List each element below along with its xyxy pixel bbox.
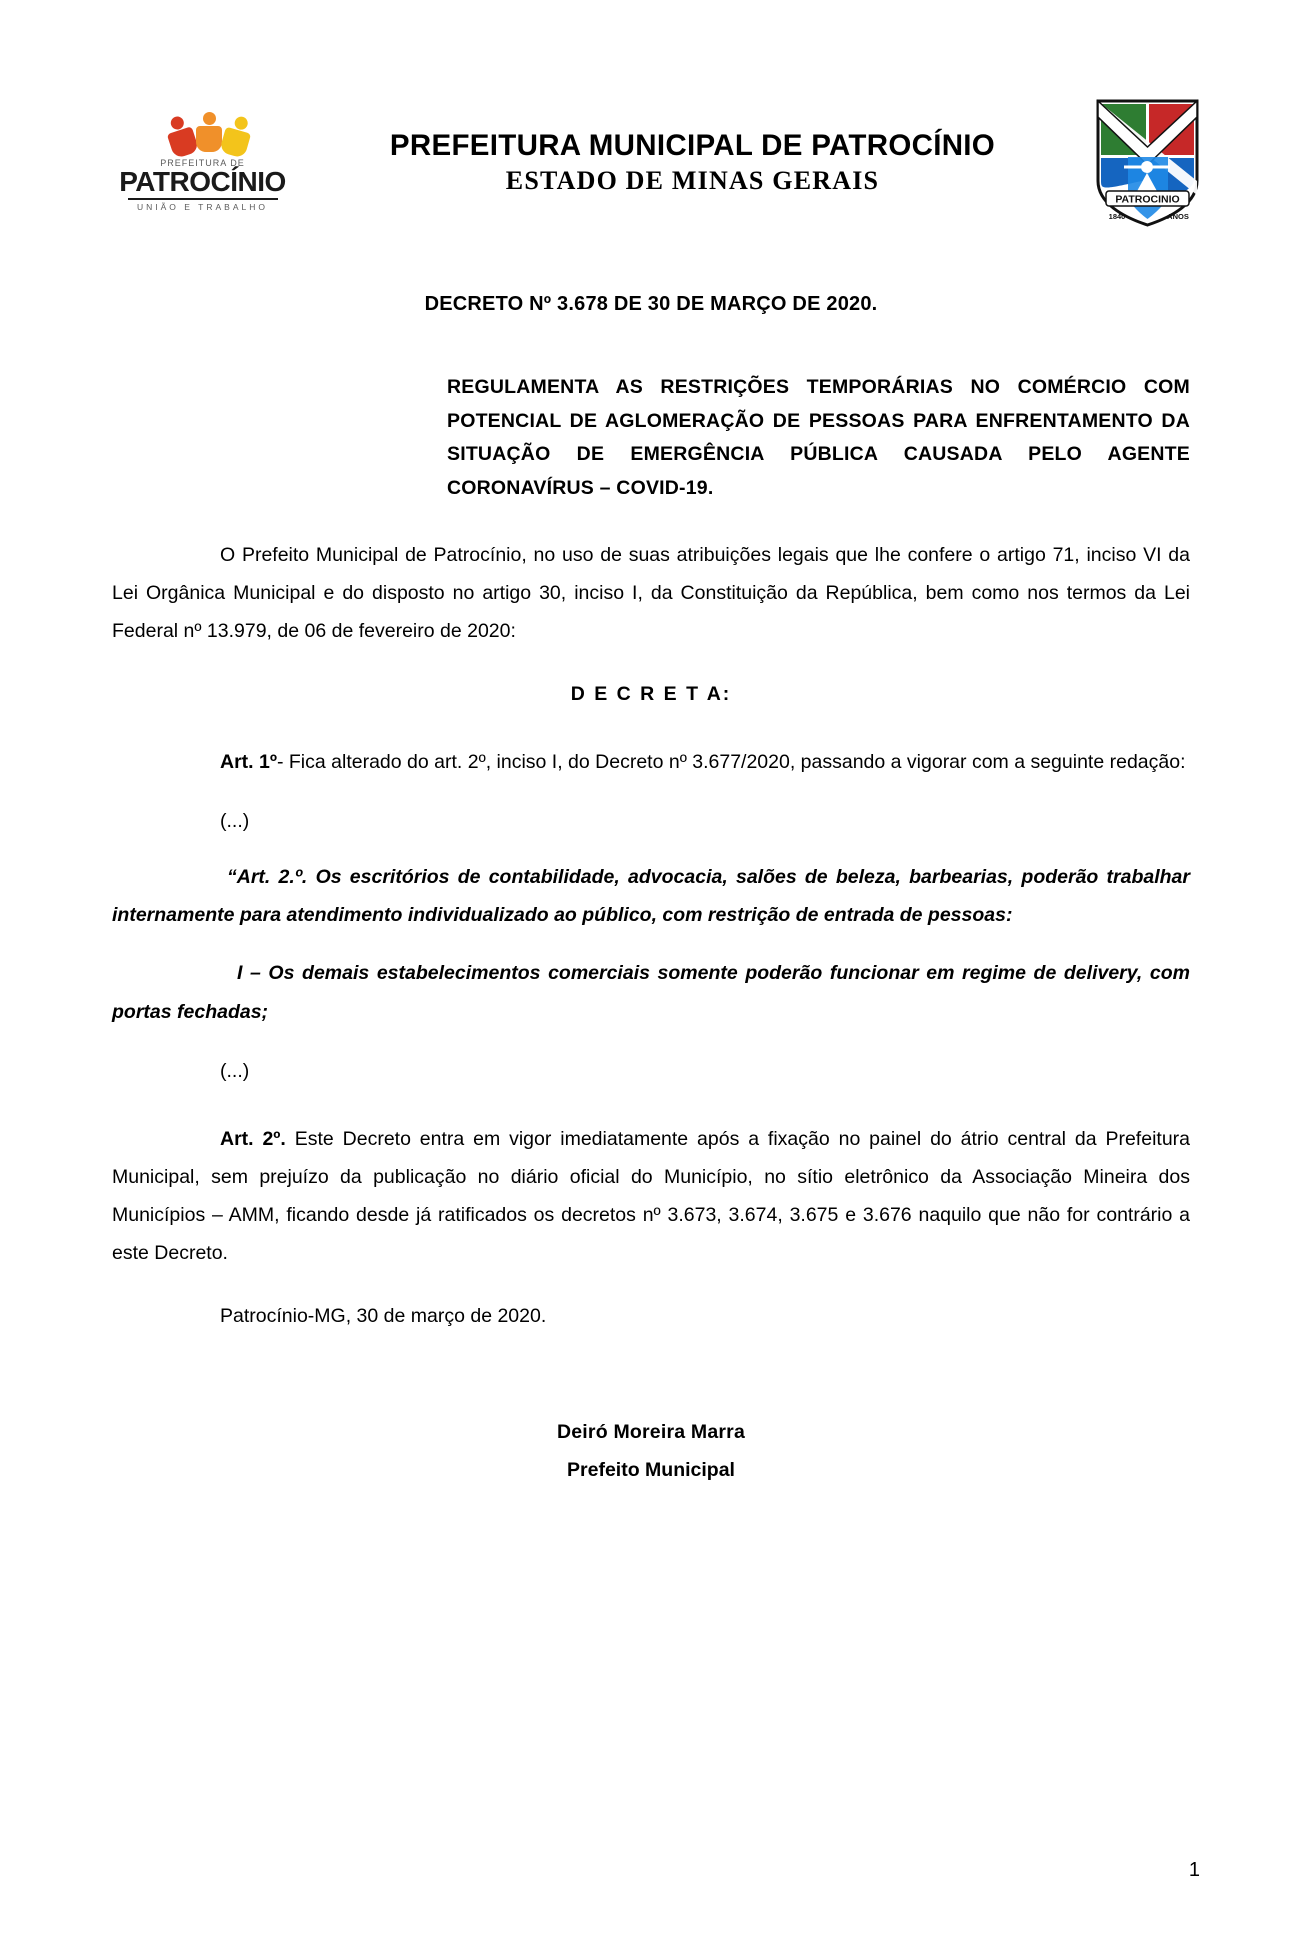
decree-summary: REGULAMENTA AS RESTRIÇÕES TEMPORÁRIAS NO COMÉRCIO COM POTENCIAL DE AGLOMERAÇÃO DE PESSOAS PARA ENFRENTAMENTO DA SITUAÇÃO DE EMERGÊNCIA PÚBLICA CAUSADA PELO AGENTE CORONAVÍRUS – COVID-19. <box>447 376 1190 499</box>
article-1-label: Art. 1º <box>220 751 277 773</box>
ellipsis-1: (...) <box>220 810 250 833</box>
header-titles <box>295 129 1090 197</box>
logo-tiny-top: PREFEITURA DE <box>160 157 245 168</box>
article-2-label: Art. 2º. <box>220 1127 286 1150</box>
page-number: 1 <box>1188 1859 1200 1881</box>
logo-tiny-bottom: UNIÃO E TRABALHO <box>137 201 268 212</box>
signature-role: Prefeito Municipal <box>567 1459 735 1482</box>
article-1-paragraph <box>112 743 1190 781</box>
article-2-text: Este Decreto entra em vigor imediatamente após a fixação no painel do átrio central da Prefeitura Municipal, sem prejuízo da publicação no diário oficial do Município, no sítio eletrônico da Associação Mineira dos Municípios – AMM, ficando desde já ratificados os decretos nº 3.673, 3.674, 3.675 e 3.676 naquilo que não for contrário a este Decreto. <box>112 1127 1191 1264</box>
quoted-article-2: “Art. 2.º. Os escritórios de contabilidade, advocacia, salões de beleza, barbearias, poderão trabalhar internamente para atendimento individualizado ao público, com restrição de entrada de pessoas: <box>112 866 1190 927</box>
header-title-line2: ESTADO DE MINAS GERAIS <box>505 166 880 196</box>
logo-rule <box>128 198 278 200</box>
article-2-paragraph <box>112 1120 1190 1272</box>
coat-of-arms-icon <box>1090 95 1205 230</box>
decreta-heading: D E C R E T A: <box>570 682 732 705</box>
document-body <box>0 285 1300 1489</box>
logo-figure-yellow-icon <box>219 113 255 159</box>
decree-number: DECRETO Nº 3.678 DE 30 DE MARÇO DE 2020. <box>424 293 878 315</box>
place-and-date: Patrocínio-MG, 30 de março de 2020. <box>220 1305 547 1328</box>
logo-figure-red-icon <box>162 112 199 158</box>
signature-block <box>112 1413 1190 1489</box>
header-title-line1: PREFEITURA MUNICIPAL DE PATROCÍNIO <box>389 128 996 162</box>
article-1-text: - Fica alterado do art. 2º, inciso I, do Decreto nº 3.677/2020, passando a vigorar com a seguinte redação: <box>276 751 1186 773</box>
logo-figure-orange-icon <box>196 112 222 152</box>
preamble-paragraph: O Prefeito Municipal de Patrocínio, no uso de suas atribuições legais que lhe confere o artigo 71, inciso VI da Lei Orgânica Municipal e do disposto no artigo 30, inciso I, da Constituição da República, bem como nos termos da Lei Federal nº 13.979, de 06 de fevereiro de 2020: <box>112 543 1190 642</box>
logo-figures-icon <box>110 114 295 156</box>
logo-wordmark: PATROCÍNIO <box>119 165 286 197</box>
svg-text:1840: 1840 <box>1108 212 1126 221</box>
signature-name: Deiró Moreira Marra <box>556 1421 746 1444</box>
svg-text:PATROCINIO: PATROCINIO <box>1115 193 1180 206</box>
prefeitura-logo <box>110 114 295 212</box>
svg-text:ANOS: ANOS <box>1167 212 1189 221</box>
ellipsis-2: (...) <box>220 1059 250 1082</box>
document-header <box>0 0 1300 230</box>
quoted-inciso-1: I – Os demais estabelecimentos comerciais somente poderão funcionar em regime de delivery, com portas fechadas; <box>112 962 1190 1023</box>
